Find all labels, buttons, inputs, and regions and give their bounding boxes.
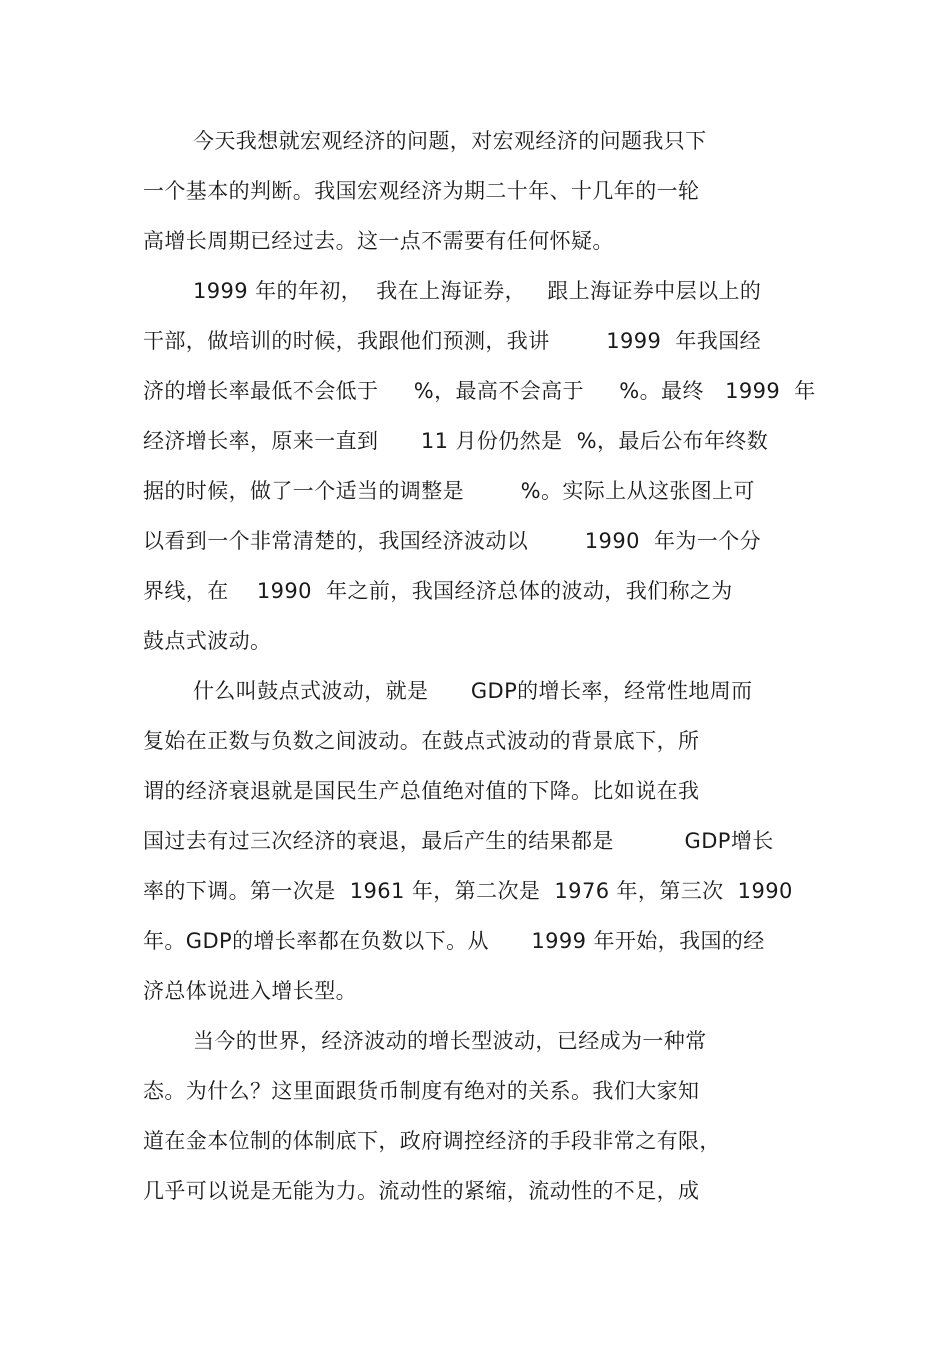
text-line: 干部，做培训的时候，我跟他们预测，我讲 1999 年我国经 bbox=[143, 329, 761, 353]
text-line: 济总体说进入增长型。 bbox=[143, 979, 357, 1003]
text-line: 年。GDP的增长率都在负数以下。从 1999 年开始，我国的经 bbox=[143, 929, 765, 953]
text-line: 谓的经济衰退就是国民生产总值绝对值的下降。比如说在我 bbox=[143, 779, 700, 803]
text-line: 什么叫鼓点式波动，就是 GDP的增长率，经常性地周而 bbox=[193, 679, 753, 703]
text-line: 据的时候，做了一个适当的调整是 %。实际上从这张图上可 bbox=[143, 479, 755, 503]
text-line: 以看到一个非常清楚的，我国经济波动以 1990 年为一个分 bbox=[143, 529, 761, 553]
text-line: 一个基本的判断。我国宏观经济为期二十年、十几年的一轮 bbox=[143, 179, 700, 203]
text-line: 复始在正数与负数之间波动。在鼓点式波动的背景底下，所 bbox=[143, 729, 700, 753]
text-line: 高增长周期已经过去。这一点不需要有任何怀疑。 bbox=[143, 229, 614, 253]
text-line: 鼓点式波动。 bbox=[143, 629, 272, 653]
text-line: 今天我想就宏观经济的问题，对宏观经济的问题我只下 bbox=[193, 129, 707, 153]
text-line: 率的下调。第一次是 1961 年，第二次是 1976 年，第三次 1990 bbox=[143, 879, 793, 903]
text-line: 1999 年的年初， 我在上海证券， 跟上海证券中层以上的 bbox=[193, 279, 762, 303]
text-line: 界线，在 1990 年之前，我国经济总体的波动，我们称之为 bbox=[143, 579, 733, 603]
text-line: 济的增长率最低不会低于 %，最高不会高于 %。最终 1999 年 bbox=[143, 379, 816, 403]
text-line: 态。为什么？这里面跟货币制度有绝对的关系。我们大家知 bbox=[143, 1079, 700, 1103]
text-line: 国过去有过三次经济的衰退，最后产生的结果都是 GDP增长 bbox=[143, 829, 774, 853]
text-line: 当今的世界，经济波动的增长型波动，已经成为一种常 bbox=[193, 1029, 707, 1053]
text-line: 经济增长率，原来一直到 11 月份仍然是 %，最后公布年终数 bbox=[143, 429, 769, 453]
text-line: 几乎可以说是无能为力。流动性的紧缩，流动性的不足，成 bbox=[143, 1179, 700, 1203]
text-line: 道在金本位制的体制底下，政府调控经济的手段非常之有限， bbox=[143, 1129, 721, 1153]
